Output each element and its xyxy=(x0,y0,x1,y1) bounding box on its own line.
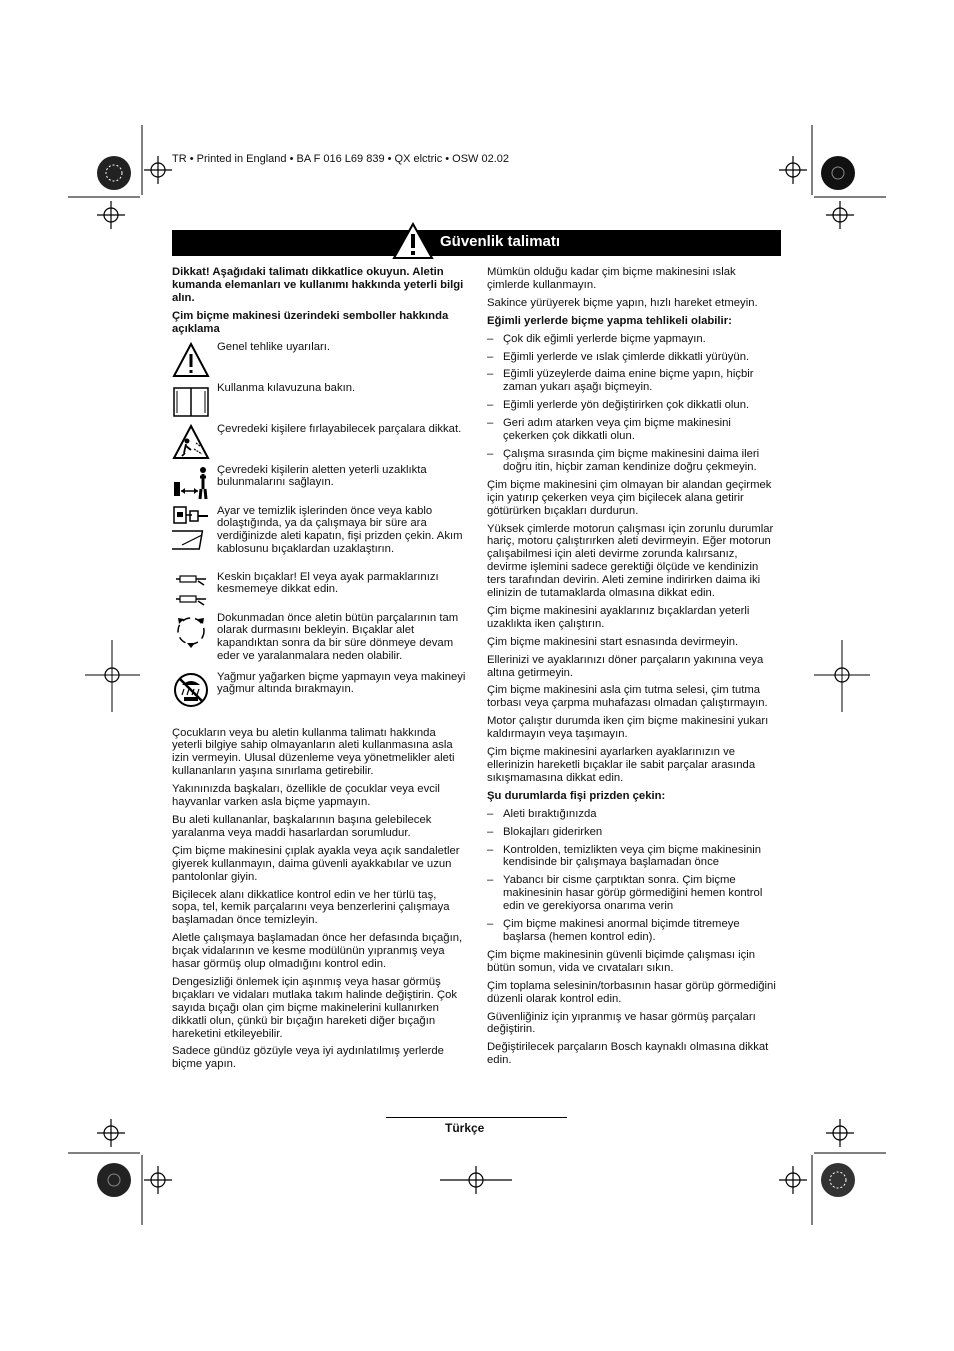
symbol-row xyxy=(172,571,464,612)
list-item: – Kontrolden, temizlikten veya çim biçme makinesinin kendisinde bir çalışmaya başlamadan önce xyxy=(487,843,762,869)
paragraph: Çim biçme makinesinin güvenli biçimde çalışması için bütün somun, vida ve cıvataları sıkın. xyxy=(487,948,756,974)
no-rain-icon xyxy=(172,671,210,709)
unplug-list xyxy=(487,808,779,944)
wait-for-stop-icon xyxy=(172,612,210,650)
unplug-before-maintenance-icon xyxy=(172,505,210,553)
symbol-text: Çevredeki kişilerin aletten yeterli uzaklıkta bulunmalarını sağlayın. xyxy=(217,463,427,489)
symbol-text: Yağmur yağarken biçme yapmayın veya makineyi yağmur altında bırakmayın. xyxy=(217,670,466,696)
paragraph: Sadece gündüz gözüyle veya iyi aydınlatılmış yerlerde biçme yapın. xyxy=(172,1045,444,1071)
list-item: – Çim biçme makinesi anormal biçimde titremeye başlarsa (hemen kontrol edin). xyxy=(487,918,740,943)
list-item: – Blokajları giderirken xyxy=(487,825,603,838)
paragraph: Çim biçme makinesini ayarlarken ayaklarınızın ve ellerinizin hareketli bıçaklar ile sabit parçalar arasında sıkışmamasına dikkat edin. xyxy=(487,746,756,784)
paragraph: Çim biçme makinesini çim olmayan bir alandan geçirmek için yatırıp çekerken veya çim biçilecek alana getirir götürürken bıçakları durdurun. xyxy=(487,478,772,517)
list-item: – Yabancı bir cisme çarptıktan sonra. Çim biçme makinesinin hasar görüp görmediğini hemen kontrol edin ve gerekiyorsa onarıma verin xyxy=(487,874,763,913)
paragraph: Mümkün olduğu kadar çim biçme makinesini ıslak çimlerde kullanmayın. xyxy=(487,266,736,291)
title-bar xyxy=(172,230,781,256)
symbols-heading: Çim biçme makinesi üzerindeki semboller hakkında açıklama xyxy=(172,309,449,335)
intro-warning: Dikkat! Aşağıdaki talimatı dikkatlice okuyun. Aletin kumanda elemanları ve kullanımı hakkında yeterli bilgi alın. xyxy=(172,266,464,304)
list-item: – Geri adım atarken veya çim biçme makinesini çekerken çok dikkatli olun. xyxy=(487,417,731,443)
paragraph: Yakınınızda başkaları, özellikle de çocuklar veya evcil hayvanlar varken asla biçme yapmayın. xyxy=(172,783,440,809)
manual-book-icon xyxy=(172,382,210,420)
symbol-row xyxy=(172,341,464,382)
left-column xyxy=(172,266,464,1076)
paragraph: Motor çalıştır durumda iken çim biçme makinesini yukarı kaldırmayın veya taşımayın. xyxy=(487,715,769,741)
list-item: – Çok dik eğimli yerlerde biçme yapmayın. xyxy=(487,332,706,345)
paragraph: Biçilecek alanı dikkatlice kontrol edin ve her türlü taş, sopa, tel, kemik parçalarını veya benzerlerini çalışmaya başlamadan önce temizleyin. xyxy=(172,888,450,927)
sharp-blades-icon xyxy=(172,571,210,609)
unplug-heading: Şu durumlarda fişi prizden çekin: xyxy=(487,789,666,802)
symbol-row xyxy=(172,382,464,423)
symbol-text: Kullanma kılavuzuna bakın. xyxy=(217,381,356,394)
footer-language: Türkçe xyxy=(445,1121,485,1135)
symbol-text: Dokunmadan önce aletin bütün parçalarının tam olarak durmasını bekleyin. Bıçaklar alet kapandıktan sonra da bir süre dönmeye devam eder ve yaralanmalara neden olabilir. xyxy=(217,611,459,663)
paragraph: Çim biçme makinesini ayaklarınız bıçaklardan yeterli uzaklıkta iken çalıştırın. xyxy=(487,604,750,630)
symbol-row xyxy=(172,671,464,727)
symbol-row xyxy=(172,612,464,671)
symbol-row xyxy=(172,505,464,571)
list-item: – Eğimli yüzeylerde daima enine biçme yapın, hiçbir zaman yukarı aşağı biçmeyin. xyxy=(487,368,754,394)
paragraph: Çocukların veya bu aletin kullanma talimatı hakkında yeterli bilgiye sahip olmayanların aleti kullanmasına asla izin vermeyin. Ulusal düzenleme veya yönetmelikler aleti kullananların yaşına sınırlama getirebilir. xyxy=(172,726,455,778)
list-item: – Eğimli yerlerde ve ıslak çimlerde dikkatli yürüyün. xyxy=(487,350,750,363)
symbol-row xyxy=(172,464,464,505)
paragraph: Çim biçme makinesini çıplak ayakla veya açık sandaletler giyerek kullanmayın, daima güvenli ayakkabılar ve uzun pantolonlar giyin. xyxy=(172,844,460,883)
list-item: – Çalışma sırasında çim biçme makinesini daima ileri doğru itin, hiçbir zaman kendinize doğru çekmeyin. xyxy=(487,447,760,473)
paragraph: Çim toplama selesinin/torbasının hasar görüp görmediğini düzenli olarak kontrol edin. xyxy=(487,979,776,1005)
safe-distance-icon xyxy=(172,464,210,502)
symbol-row xyxy=(172,423,464,464)
list-item: – Aleti bıraktığınızda xyxy=(487,807,597,820)
paragraph: Dengesizliği önlemek için aşınmış veya hasar görmüş bıçakları ve vidaları mutlaka takım halinde değiştirin. Çok sayıda bıçağı olan çim biçme makinelerini kullanırken dikkatli olun, çünkü bir bıçağın hareketi diğer bıçağın hareketini etkileyebilir. xyxy=(172,975,458,1040)
slope-heading: Eğimli yerlerde biçme yapma tehlikeli olabilir: xyxy=(487,314,732,327)
paragraph: Değiştirilecek parçaların Bosch kaynaklı olmasına dikkat edin. xyxy=(487,1041,769,1067)
symbol-text: Genel tehlike uyarıları. xyxy=(217,340,331,353)
right-column xyxy=(487,266,779,1072)
paragraph: Ellerinizi ve ayaklarınızı döner parçaların yakınına veya altına getirmeyin. xyxy=(487,653,764,679)
page-title: Güvenlik talimatı xyxy=(440,233,561,250)
symbol-text: Keskin bıçaklar! El veya ayak parmaklarınızı kesmemeye dikkat edin. xyxy=(217,570,439,596)
symbol-text: Çevredeki kişilere fırlayabilecek parçalara dikkat. xyxy=(217,422,462,435)
paragraph: Bu aleti kullananlar, başkalarının başına gelebilecek yaralanma veya maddi hasarlardan sorumludur. xyxy=(172,813,432,839)
paragraph: Aletle çalışmaya başlamadan önce her defasında bıçağın, bıçak vidalarının ve kesme modülünün yıpranmış veya hasar görmüş olup olmadığını kontrol edin. xyxy=(172,932,463,971)
paragraph: Çim biçme makinesini start esnasında devirmeyin. xyxy=(487,635,739,648)
warning-triangle-icon xyxy=(172,341,210,379)
list-item: – Eğimli yerlerde yön değiştirirken çok dikkatli olun. xyxy=(487,399,750,412)
paragraph: Yüksek çimlerde motorun çalışması için zorunlu durumlar hariç, motoru çalıştırırken aleti devirmeyin. Eğer motorun çalışabilmesi için aleti devirme zorunda kalırsanız, devirme işlemini sadece gerektiği ölçüde ve kendinizin ters tarafından devirin. Aleti zemine indirirken daima iki elinizin de tutamaklarda olmasına dikkat edin. xyxy=(487,522,774,600)
slope-list xyxy=(487,333,779,474)
print-info-line: TR • Printed in England • BA F 016 L69 839 • QX elctric • OSW 02.02 xyxy=(172,153,510,165)
warning-triangle-icon xyxy=(392,222,434,260)
paragraph: Güvenliğiniz için yıpranmış ve hasar görmüş parçaları değiştirin. xyxy=(487,1010,756,1036)
symbol-text: Ayar ve temizlik işlerinden önce veya kablo dolaştığında, ya da çalışmaya bir süre ara verdiğinizde aleti kapatın, fişi prizden çekin. Akım kablosunu bıçaklardan uzaklaştırın. xyxy=(217,504,463,556)
flying-debris-icon xyxy=(172,423,210,461)
paragraph: Sakince yürüyerek biçme yapın, hızlı hareket etmeyin. xyxy=(487,296,758,309)
paragraph: Çim biçme makinesini asla çim tutma selesi, çim tutma torbası veya çarpma muhafazası olmadan çalıştırmayın. xyxy=(487,684,768,710)
footer-rule xyxy=(386,1117,567,1118)
